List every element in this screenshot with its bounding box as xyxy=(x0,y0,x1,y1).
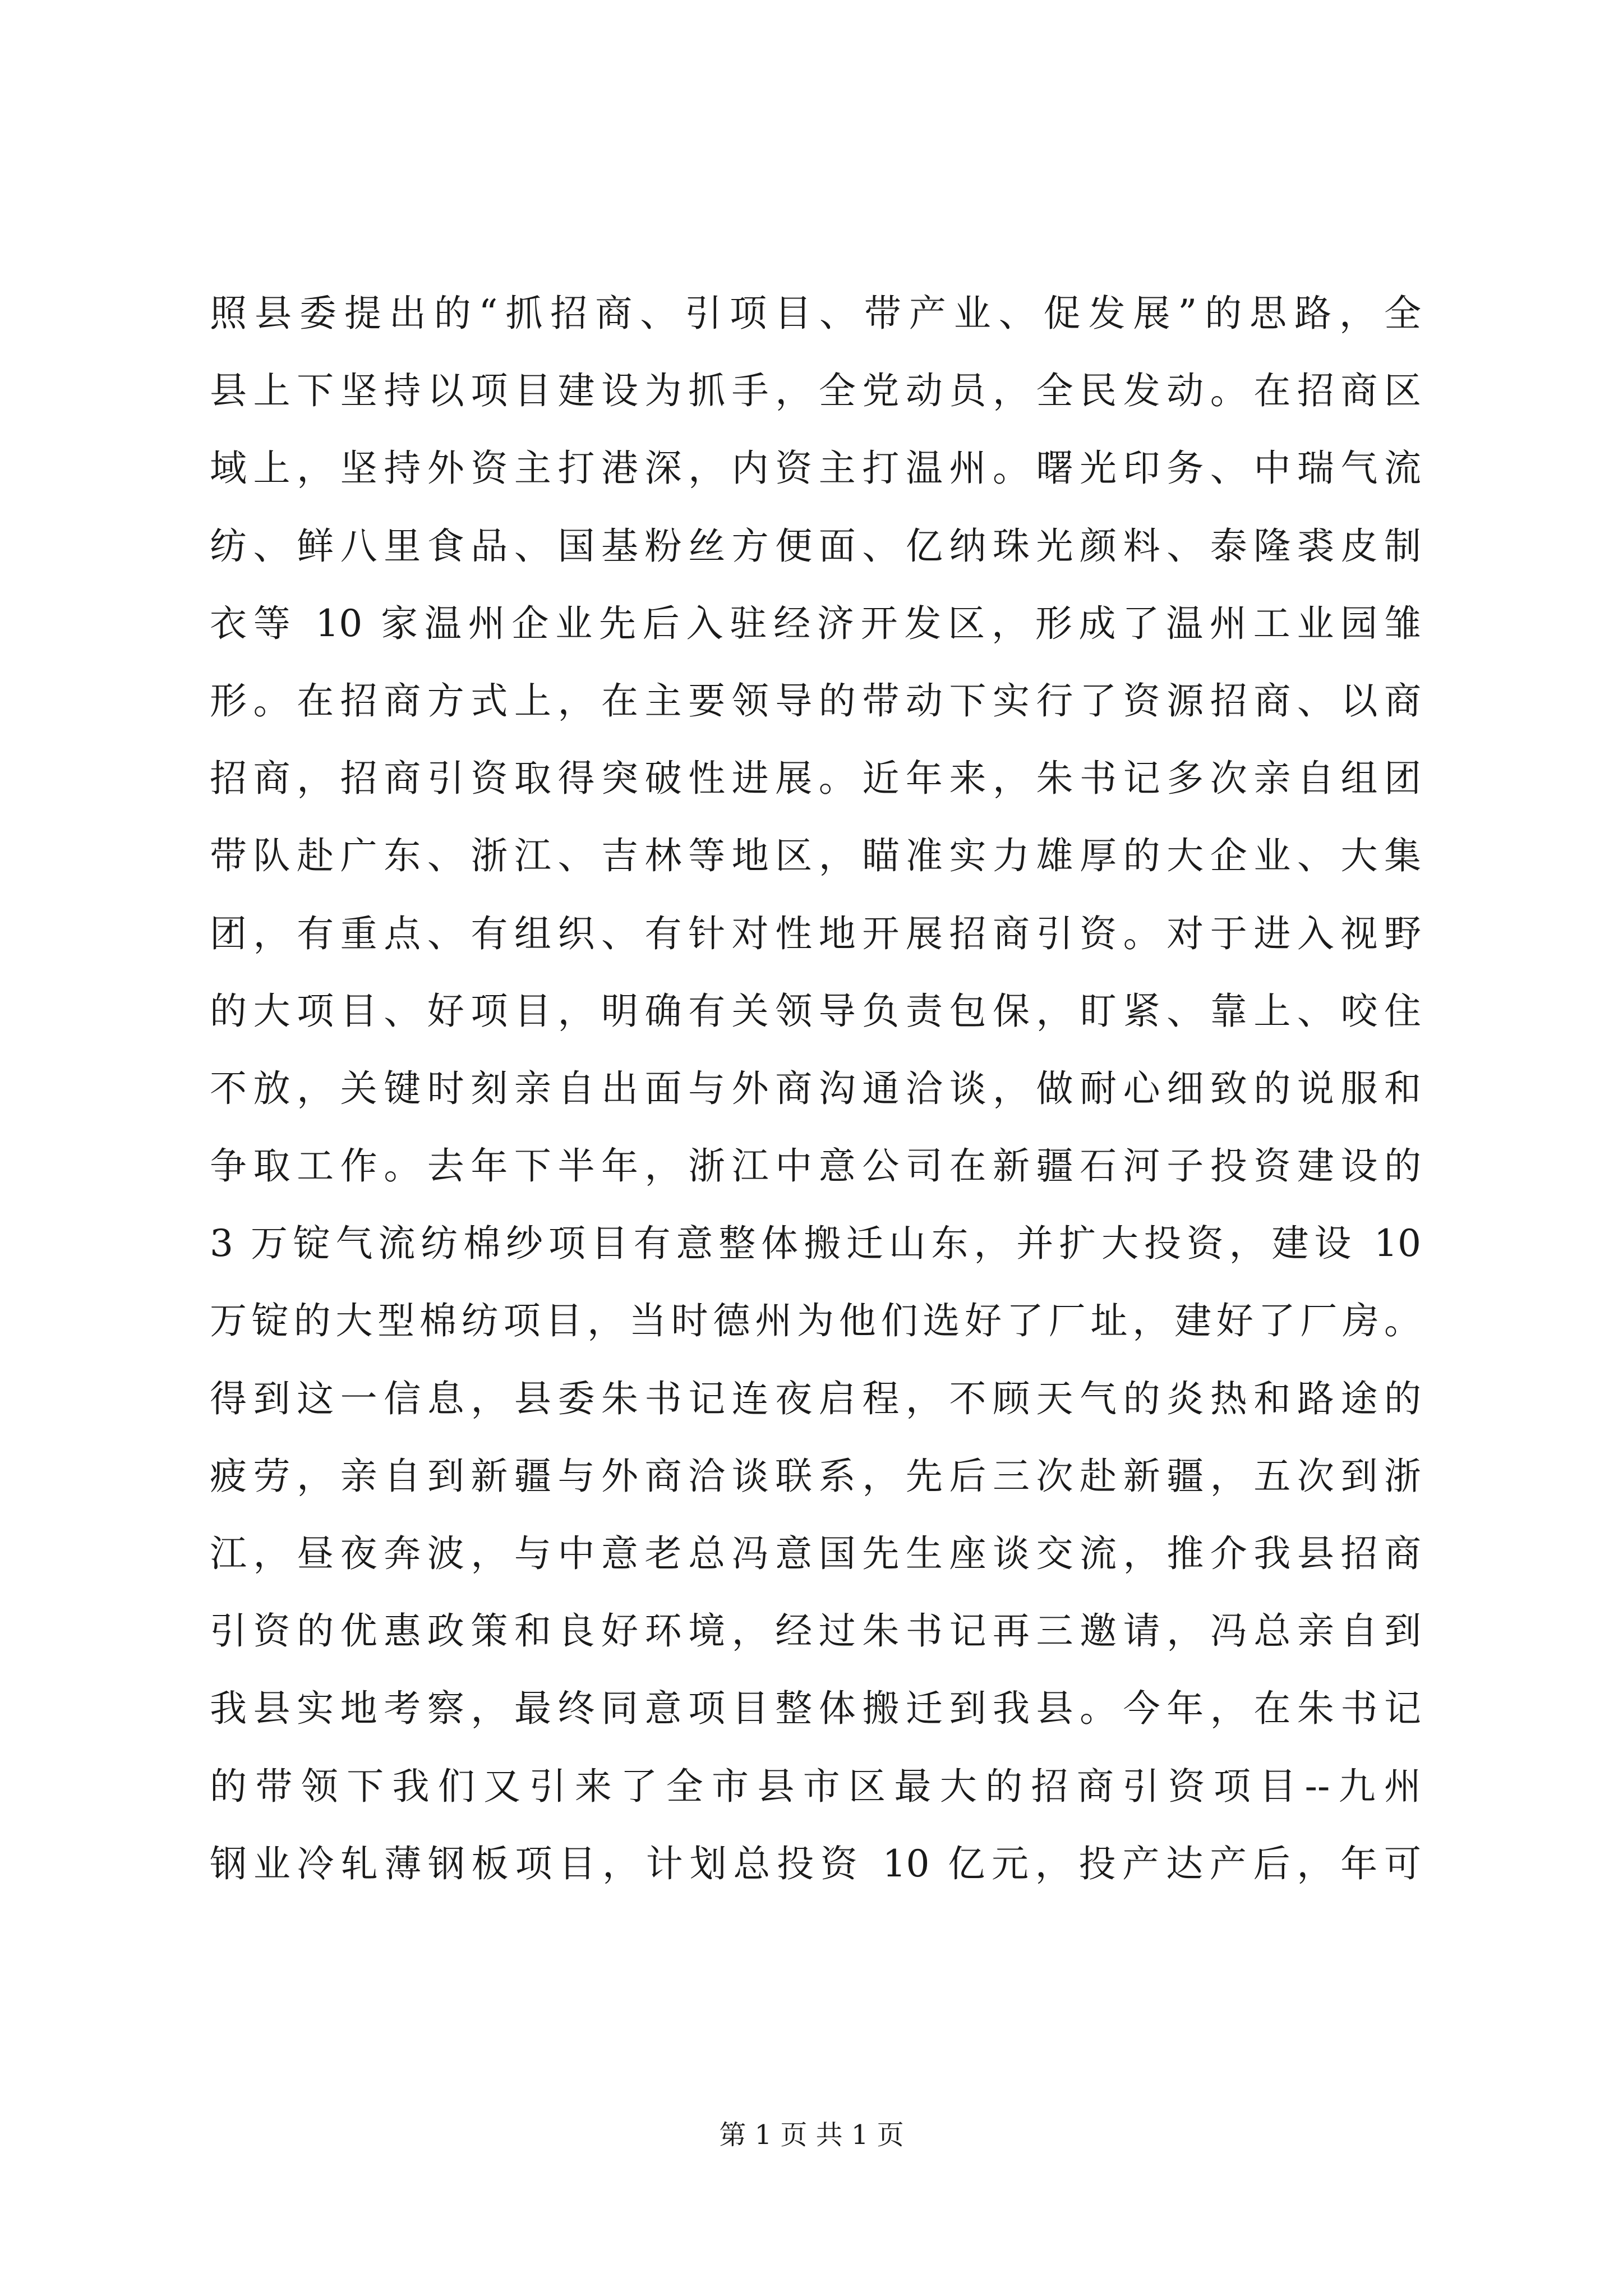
text-line: 钢业冷轧薄钢板项目，计划总投资 10 亿元，投产达产后，年可 xyxy=(210,1842,1421,1885)
text-line: 县上下坚持以项目建设为抓手，全党动员，全民发动。在招商区 xyxy=(210,369,1421,413)
page-footer xyxy=(0,2118,1623,2152)
text-line: 团，有重点、有组织、有针对性地开展招商引资。对于进入视野 xyxy=(210,912,1421,955)
text-line: 形。在招商方式上，在主要领导的带动下实行了资源招商、以商 xyxy=(210,679,1421,723)
text-line: 照县委提出的“抓招商、引项目、带产业、促发展”的思路，全 xyxy=(210,292,1421,335)
text-line: 江，昼夜奔波，与中意老总冯意国先生座谈交流，推介我县招商 xyxy=(210,1532,1421,1575)
text-line: 域上，坚持外资主打港深，内资主打温州。曙光印务、中瑞气流 xyxy=(210,447,1421,490)
text-line: 招商，招商引资取得突破性进展。近年来，朱书记多次亲自组团 xyxy=(210,757,1421,800)
text-line: 带队赴广东、浙江、吉林等地区，瞄准实力雄厚的大企业、大集 xyxy=(210,834,1421,878)
text-line: 得到这一信息，县委朱书记连夜启程，不顾天气的炎热和路途的 xyxy=(210,1377,1421,1420)
text-line: 3 万锭气流纺棉纱项目有意整体搬迁山东，并扩大投资，建设 10 xyxy=(210,1222,1421,1266)
text-line: 衣等 10 家温州企业先后入驻经济开发区，形成了温州工业园雏 xyxy=(210,601,1421,645)
text-line: 万锭的大型棉纺项目，当时德州为他们选好了厂址，建好了厂房。 xyxy=(210,1299,1421,1343)
text-line: 不放，关键时刻亲自出面与外商沟通洽谈，做耐心细致的说服和 xyxy=(210,1066,1421,1110)
body-paragraph xyxy=(210,275,1421,1903)
text-line: 引资的优惠政策和良好环境，经过朱书记再三邀请，冯总亲自到 xyxy=(210,1609,1421,1653)
page-number-label: 第 1 页 共 1 页 xyxy=(719,2119,904,2151)
text-line: 争取工作。去年下半年，浙江中意公司在新疆石河子投资建设的 xyxy=(210,1144,1421,1188)
text-line: 我县实地考察，最终同意项目整体搬迁到我县。今年，在朱书记 xyxy=(210,1687,1421,1731)
text-line: 纺、鲜八里食品、国基粉丝方便面、亿纳珠光颜料、泰隆裘皮制 xyxy=(210,524,1421,568)
text-line: 疲劳，亲自到新疆与外商洽谈联系，先后三次赴新疆，五次到浙 xyxy=(210,1454,1421,1498)
text-line: 的大项目、好项目，明确有关领导负责包保，盯紧、靠上、咬住 xyxy=(210,989,1421,1033)
text-line: 的带领下我们又引来了全市县市区最大的招商引资项目--九州 xyxy=(210,1764,1421,1808)
